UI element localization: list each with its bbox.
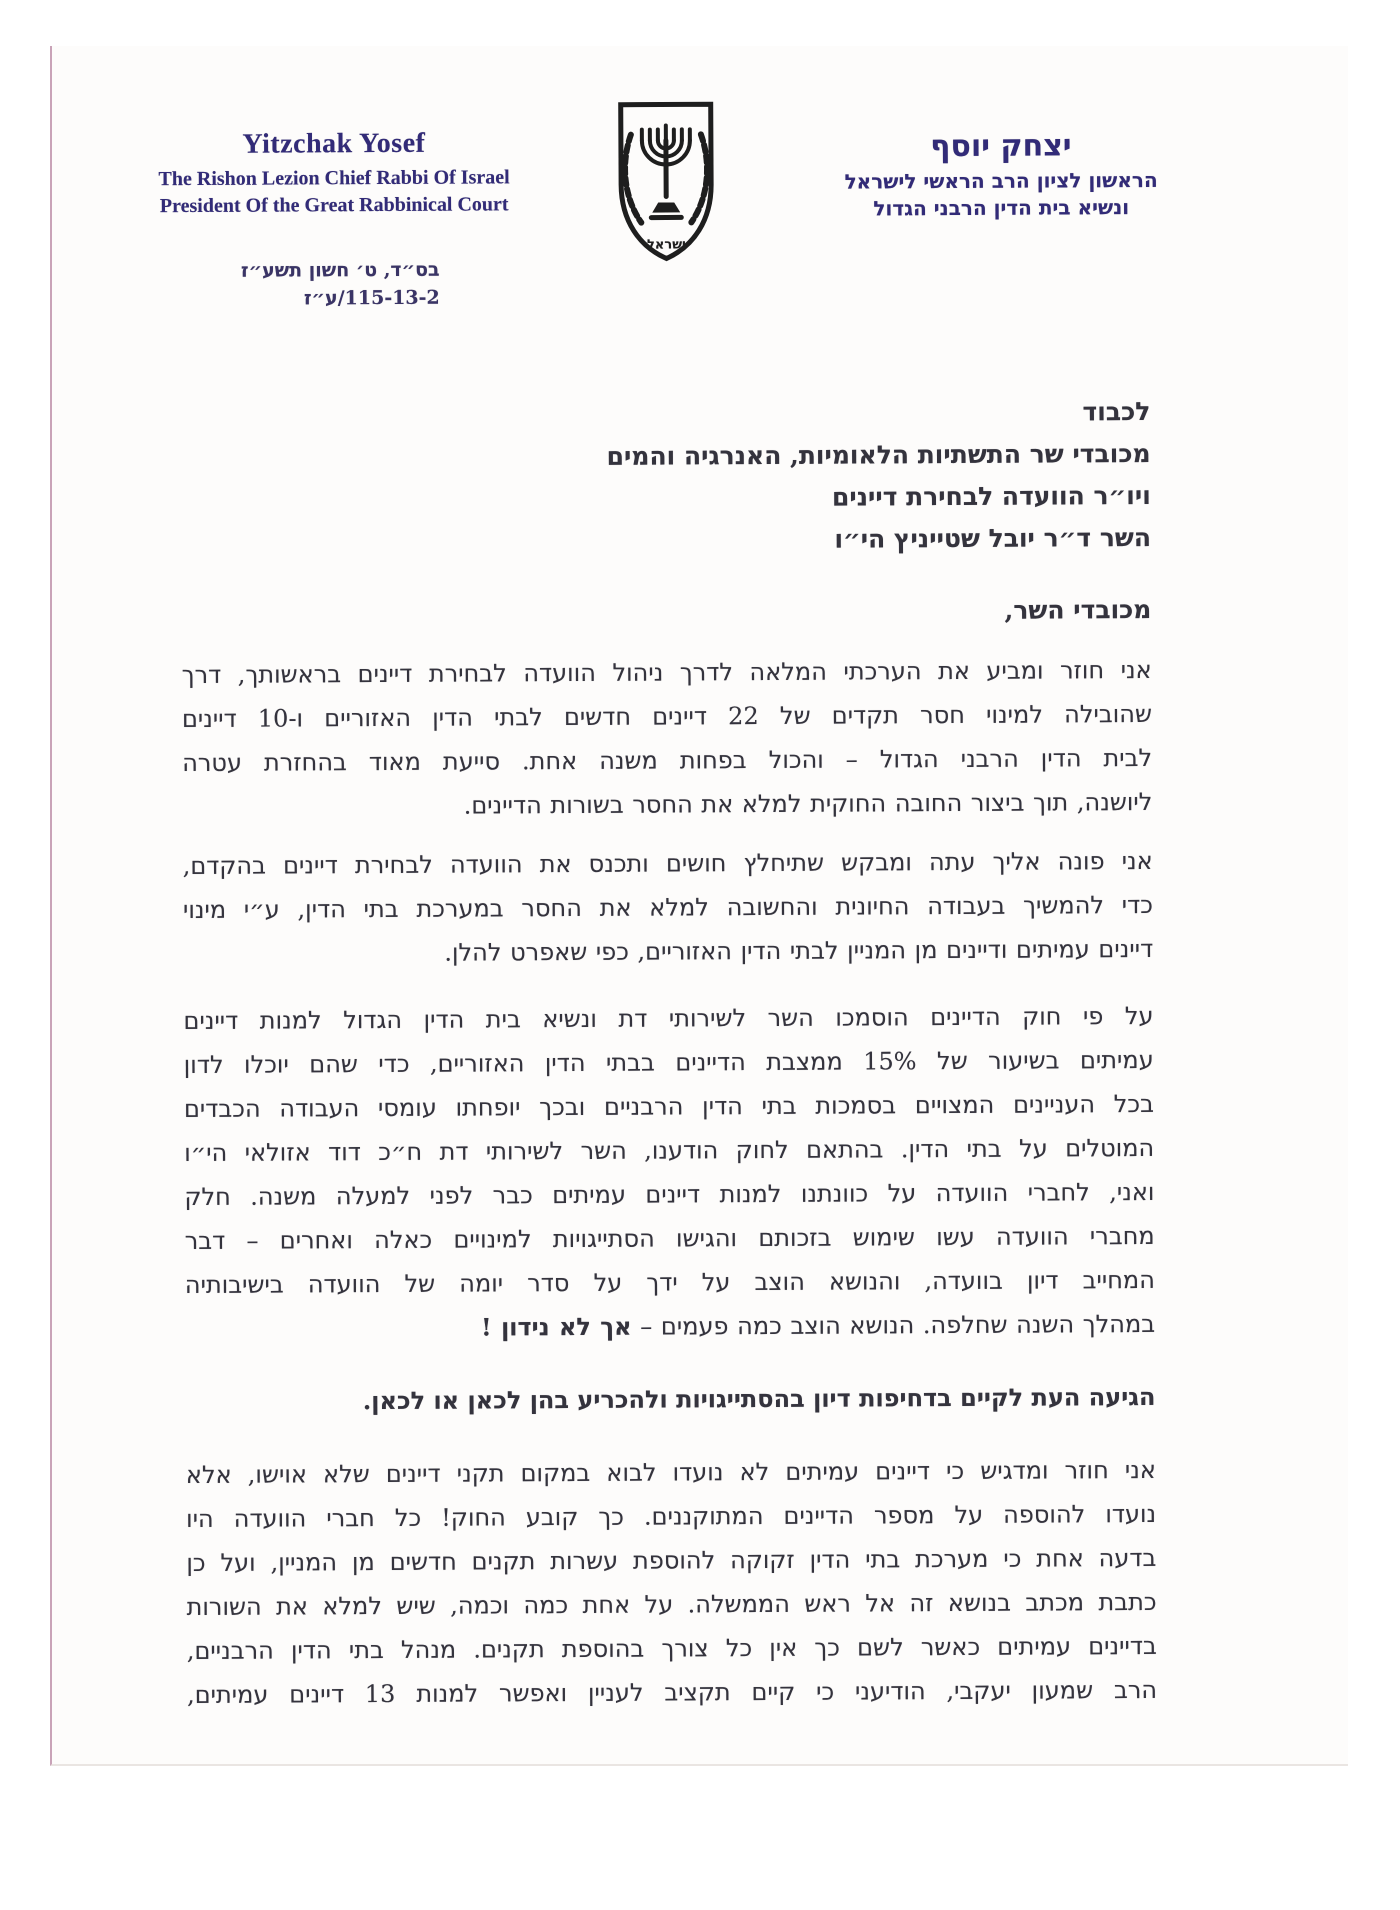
recipient-name-line: [607, 517, 1151, 562]
letter-line: ליושנה, תוך ביצור החובה החוקית למלא את החסר בשורות הדיינים.: [463, 787, 1153, 820]
letter-line: ואני, לחברי הוועדה על כוונתנו למנות דיינים עמיתים כבר לפני למעלה משנה. חלק: [184, 1177, 1155, 1212]
letter-line: אני חוזר ומביע את הערכתי המלאה לדרך ניהול הוועדה לבחירת דיינים בראשותך, דרך: [181, 655, 1152, 690]
recipient-name-suffix: הי״ו: [834, 524, 895, 554]
hebrew-letterhead: [801, 128, 1201, 223]
bsd-date-line: בס״ד, ט׳ חשון תשע״ז: [240, 258, 440, 282]
letter-line: בדיינים עמיתים כאשר לשם כך אין כל צורך בהוספת תקנים. מנהל בתי הדין הרבניים,: [186, 1631, 1157, 1666]
letter-paragraph-2: [183, 839, 1154, 976]
letter-line: כתבת מכתב בנושא זה אל ראש הממשלה. על אחת כמה וכמה, שיש למלא את השורות: [186, 1587, 1157, 1622]
letter-line: נועדו להוספה על מספר הדיינים המתוקננים. כך קובע החוק! כל חברי הוועדה היו: [186, 1499, 1157, 1534]
letter-paragraph-4: [186, 1448, 1157, 1717]
letter-line: אני חוזר ומדגיש כי דיינים עמיתים לא נועדו לבוא במקום תקני דיינים שלא אוישו, אלא: [185, 1455, 1156, 1490]
recipient-role-2: ויו״ר הוועדה לבחירת דיינים: [831, 480, 1151, 512]
letter-line: בדעה אחת כי מערכת בתי הדין זקוקה להוספת עשרות תקנים חדשים מן המניין, ועל כן: [186, 1543, 1157, 1578]
letter-line: על פי חוק הדיינים הוסמכו השר לשירותי דת ונשיא בית הדין הגדול למנות דיינים: [183, 1001, 1154, 1036]
letter-line: כדי להמשיך בעבודה החיונית והחשובה למלא את החסר במערכת בתי הדין, ע״י מינוי: [182, 890, 1153, 925]
english-letterhead: [104, 127, 564, 220]
letter-line: המוטלים על בתי הדין. בהתאם לחוק הודענו, השר לשירותי דת ח״כ דוד אזולאי הי״ו: [184, 1133, 1155, 1168]
letter-content: [48, 43, 1353, 1768]
recipient-name-prefix: השר ד״ר: [1034, 522, 1152, 553]
letter-line: מחברי הוועדה עשו שימוש בזכותם והגישו הסתייגויות למינויים כאלה ואחרים – דבר: [184, 1221, 1155, 1256]
emblem-caption: ישראל: [646, 237, 686, 253]
emphasis-line: הגיעה העת לקיים בדחיפות דיון בהסתייגויות ולהכריע בהן לכאן או לכאן.: [362, 1381, 1156, 1416]
recipient-block: [606, 391, 1151, 562]
reference-block: [221, 256, 439, 313]
letter-line: אני פונה אליך עתה ומבקש שתיחלץ חושים ותכנס את הוועדה לבחירת דיינים בהקדם,: [182, 846, 1153, 881]
recipient-name: יובל שטייניץ: [893, 523, 1035, 554]
rabbi-title-hebrew-2: ונשיא בית הדין הרבני הגדול: [873, 195, 1130, 221]
letter-line: בכל העניינים המצויים בסמכות בתי הדין הרבניים ובכך יופחתו עומסי העבודה הכבדים: [183, 1089, 1155, 1124]
letter-page: [50, 46, 1348, 1766]
recipient-honorific: לכבוד: [1082, 396, 1151, 427]
rabbi-title-english-1: The Rishon Lezion Chief Rabbi Of Israel: [158, 166, 510, 191]
letter-paragraph-1: [182, 648, 1153, 829]
letter-line: שהובילה למינוי חסר תקדים של 22 דיינים חדשים לבתי הדין האזוריים ו-10 דיינים: [181, 699, 1152, 734]
rabbi-title-hebrew-1: הראשון לציון הרב הראשי לישראל: [844, 167, 1158, 194]
recipient-role-1: מכובדי שר התשתיות הלאומיות, האנרגיה והמים: [606, 438, 1151, 471]
letter-paragraph-3: [183, 994, 1155, 1351]
file-reference: 115-13-2/ע״ז: [303, 286, 440, 310]
salutation: מכובדי השר,: [1004, 594, 1152, 625]
letter-line: במהלך השנה שחלפה. הנושא הוצב כמה פעמים – אך לא נידון !: [481, 1309, 1156, 1342]
israel-state-emblem-icon: [605, 98, 728, 271]
rabbi-title-english-2: President Of the Great Rabbinical Court: [159, 193, 509, 218]
rabbi-name-hebrew: יצחק יוסף: [930, 128, 1072, 165]
letter-line: עמיתים בשיעור של 15% ממצבת הדיינים בבתי הדין האזוריים, כדי שהם יוכלו לדון: [183, 1045, 1154, 1080]
letter-line: המחייב דיון בוועדה, והנושא הוצב על ידך על סדר יומה של הוועדה בישיבותיה: [184, 1265, 1155, 1300]
letter-line: הרב שמעון יעקבי, הודיעני כי קיים תקציב לעניין ואפשר למנות 13 דיינים עמיתים,: [186, 1675, 1158, 1710]
rabbi-name-english: Yitzchak Yosef: [242, 127, 426, 160]
letter-line: לבית הדין הרבני הגדול – והכול בפחות משנה אחת. סייעת מאוד בהחזרת עטרה: [182, 743, 1153, 778]
letter-line: דיינים עמיתים ודיינים מן המניין לבתי הדין האזוריים, כפי שאפרט להלן.: [444, 934, 1154, 967]
